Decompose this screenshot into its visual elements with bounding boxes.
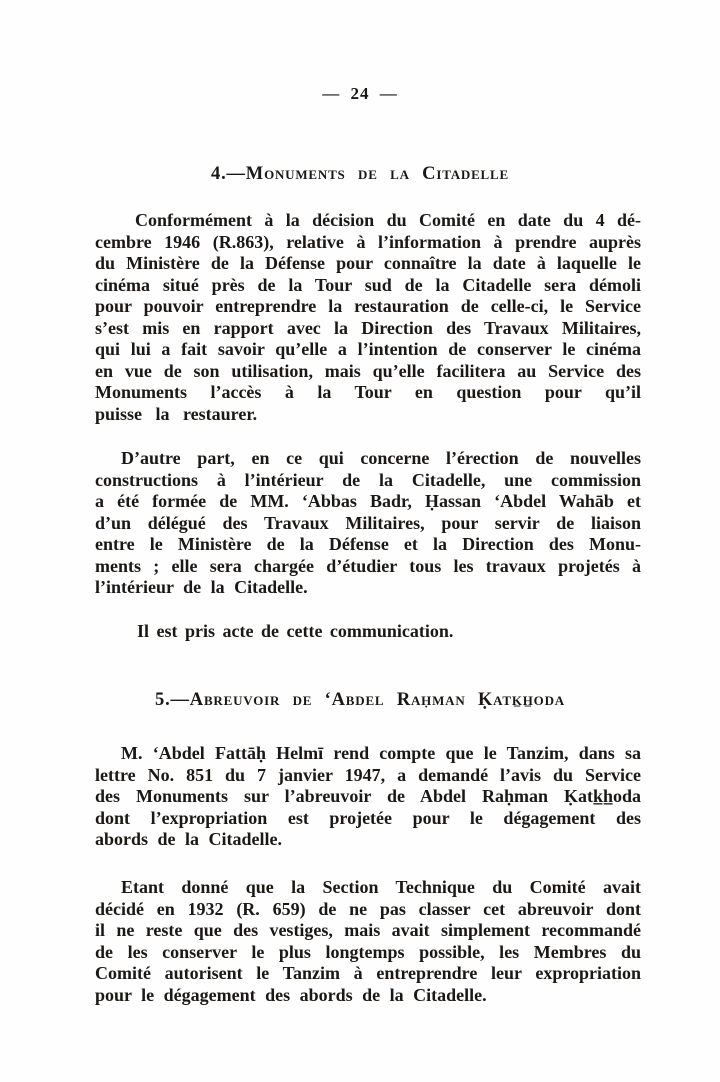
- section-5-heading: 5.—Abreuvoir de ‘Abdel Raḥman Ḳatk̲h̲oda: [155, 690, 565, 710]
- text-line: lettre No. 851 du 7 janvier 1947, a demandé l’avis du Service: [95, 764, 641, 785]
- text-line: des Monuments sur l’abreuvoir de Abdel Raḥman Ḳatk̲h̲oda: [95, 786, 641, 806]
- text-line: pour le dégagement des abords de la Citadelle.: [95, 984, 487, 1005]
- section-4-heading: 4.—Monuments de la Citadelle: [211, 164, 509, 184]
- text-line: cinéma situé près de la Tour sud de la Citadelle sera démoli: [95, 274, 641, 295]
- text-line: il ne reste que des vestiges, mais avait simplement recommandé: [95, 920, 641, 940]
- paragraph: [95, 743, 641, 851]
- paragraph: [95, 621, 641, 643]
- paragraph: [95, 448, 641, 599]
- text-line: de les conserver le plus longtemps possible, les Membres du: [95, 941, 641, 962]
- text-line: l’intérieur de la Citadelle.: [95, 577, 308, 597]
- text-line: M. ‘Abdel Fattāḥ Helmī rend compte que le Tanzim, dans sa: [121, 743, 641, 763]
- text-line: Comité autorisent le Tanzim à entreprendre leur expropriation: [95, 963, 641, 983]
- text-line: en vue de son utilisation, mais qu’elle facilitera au Service des: [95, 360, 641, 381]
- text-line: d’un délégué des Travaux Militaires, pour servir de liaison: [95, 512, 641, 533]
- text-line: a été formée de MM. ‘Abbas Badr, Ḥassan ‘Abdel Wahāb et: [95, 491, 641, 511]
- text-line: qui lui a fait savoir qu’elle a l’intention de conserver le cinéma: [95, 339, 641, 359]
- text-line: Etant donné que la Section Technique du Comité avait: [121, 877, 641, 897]
- page-number: — 24 —: [322, 84, 398, 103]
- text-line: puisse la restaurer.: [95, 403, 258, 424]
- text-line: cembre 1946 (R.863), relative à l’information à prendre auprès: [95, 231, 641, 252]
- text-line: pour pouvoir entreprendre la restauration de celle-ci, le Service: [95, 296, 641, 316]
- text-line: entre le Ministère de la Défense et la Direction des Monu-: [95, 534, 641, 554]
- text-line: abords de la Citadelle.: [95, 829, 283, 849]
- text-line: du Ministère de la Défense pour connaître la date à laquelle le: [95, 253, 641, 273]
- text-line: D’autre part, en ce qui concerne l’érection de nouvelles: [121, 448, 641, 468]
- text-line: constructions à l’intérieur de la Citadelle, une commission: [95, 469, 641, 490]
- text-line: Conformément à la décision du Comité en date du 4 dé-: [135, 210, 641, 230]
- paragraph: [95, 210, 641, 425]
- text-line: s’est mis en rapport avec la Direction des Travaux Militaires,: [95, 317, 641, 338]
- text-line: Monuments l’accès à la Tour en question pour qu’il: [95, 382, 641, 402]
- text-line: dont l’expropriation est projetée pour le dégagement des: [95, 807, 641, 828]
- text-line: décidé en 1932 (R. 659) de ne pas classer cet abreuvoir dont: [95, 898, 641, 919]
- paragraph: [95, 877, 641, 1006]
- text-line: ments ; elle sera chargée d’étudier tous les travaux projetés à: [95, 555, 641, 576]
- text-line: Il est pris acte de cette communication.: [137, 621, 454, 641]
